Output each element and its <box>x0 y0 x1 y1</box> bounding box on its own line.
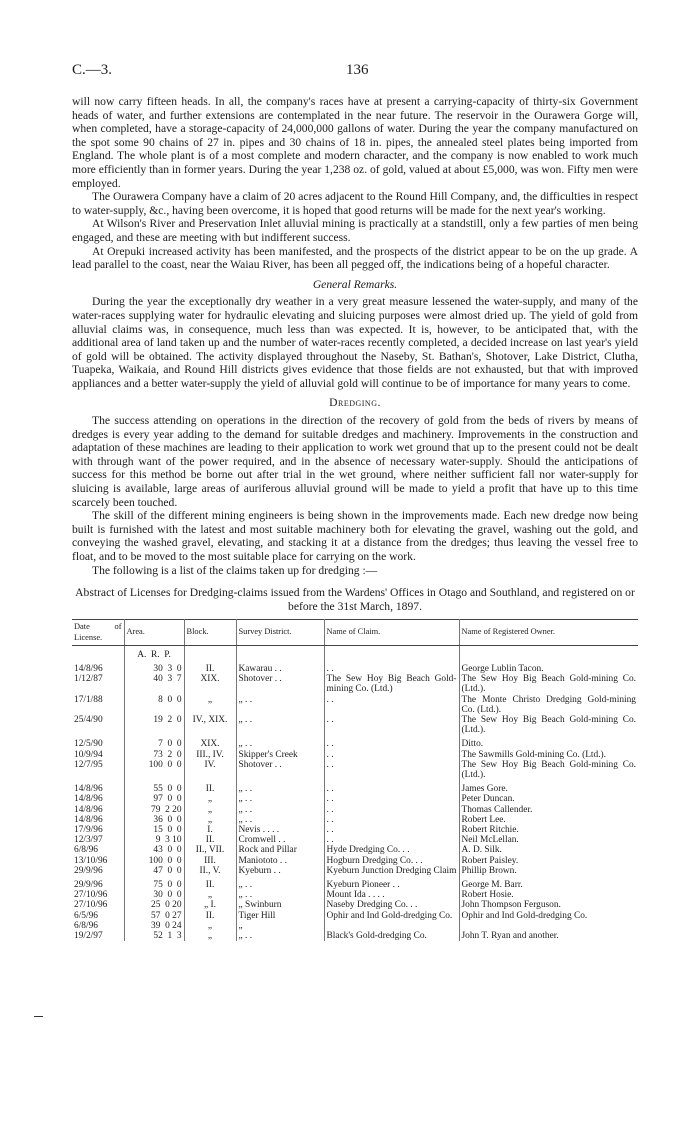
table-cell-claim: Ophir and Ind Gold-dredging Co. <box>324 911 459 921</box>
table-cell-owner <box>459 921 638 931</box>
table-cell-claim: Hyde Dredging Co. . . <box>324 845 459 855</box>
table-row <box>72 750 638 760</box>
table-cell-block: II., VII. <box>184 845 236 855</box>
table-cell-area: 9 3 10 <box>124 835 184 845</box>
table-row <box>72 890 638 900</box>
table-row <box>72 825 638 835</box>
table-cell-claim: . . <box>324 750 459 760</box>
table-row <box>72 921 638 931</box>
table-cell-owner: Peter Duncan. <box>461 794 515 805</box>
table-cell-date: 14/8/96 <box>72 794 124 804</box>
table-cell-block: XIX. <box>184 735 236 749</box>
table-cell-claim: . . <box>324 735 459 749</box>
table-cell-claim: . . <box>324 835 459 845</box>
table-cell-block: „ <box>184 890 236 900</box>
table-cell-district: Rock and Pillar <box>236 845 324 855</box>
paragraph: The success attending on operations in the direction of the recovery of gold from the beds of rivers by means of dredges is every year adding to the demand for suitable dredges and machinery. Improvements in the construction and adaptation of these machines are leading to their application to work wet ground that up to the present could not be dealt with through want of the power required, and in the absence of necessary water-supply. Should the anticipations of success for this method be borne out after trial in the wet ground, where neither sufficient fall nor water-supply for sluicing is available, large areas of auriferous alluvial ground will be made to yield a profit that have up to this time scarcely been touched. <box>72 414 638 509</box>
table-cell-block: „ <box>184 931 236 941</box>
paragraph: At Orepuki increased activity has been manifested, and the prospects of the district appear to be on the up grade. A lead parallel to the coast, near the Waiau River, has been all pegged off, the indications being of a hopeful character. <box>72 244 638 272</box>
table-body <box>72 645 638 941</box>
table-cell-date: 6/5/96 <box>72 911 124 921</box>
table-cell-block: III., IV. <box>184 750 236 760</box>
table-row <box>72 780 638 794</box>
table-cell-area: 57 0 27 <box>124 911 184 921</box>
table-cell-owner: George M. Barr. <box>461 880 523 891</box>
table-caption: Abstract of Licenses for Dredging-claims issued from the Wardens' Offices in Otago and Southland, and registered on or before the 31st March, 1897. <box>75 586 635 613</box>
table-row <box>72 856 638 866</box>
table-row <box>72 660 638 674</box>
table-cell-block: „ <box>184 815 236 825</box>
table-cell-owner: John T. Ryan and another. <box>461 931 559 942</box>
table-cell-owner: Robert Hosie. <box>461 890 514 901</box>
table-cell-claim: . . <box>324 695 459 715</box>
table-cell-area: 7 0 0 <box>124 735 184 749</box>
table-cell-area: 15 0 0 <box>124 825 184 835</box>
table-cell-claim: . . <box>324 660 459 674</box>
table-cell-block: „ <box>184 695 236 715</box>
table-cell-claim: Kyeburn Pioneer . . <box>324 876 459 890</box>
table-cell-district: Nevis . . . . <box>236 825 324 835</box>
paragraph: At Wilson's River and Preservation Inlet alluvial mining is practically at a standstill, only a few parties of men being engaged, and these are meeting with but indifferent success. <box>72 217 638 244</box>
table-cell-date: 12/5/90 <box>72 735 124 749</box>
table-row <box>72 876 638 890</box>
table-cell-area: 97 0 0 <box>124 794 184 804</box>
table-cell-area: 30 0 0 <box>124 890 184 900</box>
table-cell-district: „ . . <box>236 695 324 715</box>
table-cell-block: III. <box>184 856 236 866</box>
table-cell-block: IV., XIX. <box>184 715 236 735</box>
table-cell-district: „ . . <box>236 890 324 900</box>
section-heading-dredging: Dredging. <box>329 396 381 410</box>
table-cell-date: 12/7/95 <box>72 760 124 780</box>
table-cell-date: 6/8/96 <box>72 845 124 855</box>
table-cell-area: 43 0 0 <box>124 845 184 855</box>
table-cell-owner: The Sew Hoy Big Beach Gold-mining Co. (Ltd.). <box>461 674 636 695</box>
table-cell-district: „ . . <box>236 931 324 941</box>
table-row <box>72 715 638 735</box>
table-cell-block: I. <box>184 825 236 835</box>
table-row <box>72 695 638 715</box>
table-cell-claim: . . <box>324 794 459 804</box>
table-cell-area: 8 0 0 <box>124 695 184 715</box>
dredging-claims-table <box>72 619 638 941</box>
column-header-survey-district: Survey District. <box>236 620 324 645</box>
page-body <box>72 95 638 941</box>
section-heading-general-remarks: General Remarks. <box>312 277 398 291</box>
table-cell-district: „ . . <box>236 815 324 825</box>
paragraph: will now carry fifteen heads. In all, the company's races have at present a carrying-capacity of thirty-six Government heads of water, and further extensions are contemplated in the near future. The reservoir in the Ourawera Gorge will, when completed, have a storage-capacity of 24,000,000 gallons of water. During the year the company manufactured on the spot some 90 chains of 27 in. pipes and 30 chains of 18 in. pipes, the annealed steel plates being imported from England. The whole plant is of a most complete and modern character, and the company is now enabled to work much more efficiently than in former years. During the year 1,238 oz. of gold, valued at about £5,000, was won. Fifty men were employed. <box>72 95 638 190</box>
table-cell-date: 13/10/96 <box>72 856 124 866</box>
table-cell-claim: Kyeburn Junction Dredging Claim <box>324 866 459 876</box>
table-row <box>72 794 638 804</box>
table-cell-date: 10/9/94 <box>72 750 124 760</box>
table-cell-date: 25/4/90 <box>72 715 124 735</box>
table-row <box>72 815 638 825</box>
table-cell-district: Maniototo . . <box>236 856 324 866</box>
paragraph: During the year the exceptionally dry weather in a very great measure lessened the water-supply, and many of the water-races supplying water for hydraulic elevating and sluicing purposes were almost dried up. The yield of gold from alluvial claims was, in consequence, much less than was expected. It is, however, to be anticipated that, with the additional area of land taken up and the number of water-races recently completed, a decided increase on last year's yield of gold will be obtained. The activity displayed throughout the Naseby, St. Bathan's, Shotover, Lake District, Clutha, Tuapeka, Waikaia, and Round Hill districts gives evidence that those fields are not exhausted, but that with improved appliances and a better water-supply the yield of alluvial gold will continue to be of importance for many years to come. <box>72 295 638 390</box>
table-cell-claim: The Sew Hoy Big Beach Gold-mining Co. (Ltd.) <box>324 674 459 694</box>
table-cell-date: 17/1/88 <box>72 695 124 715</box>
table-cell-area: 52 1 3 <box>124 931 184 941</box>
table-cell-district: „ . . <box>236 794 324 804</box>
table-cell-claim: Naseby Dredging Co. . . <box>324 900 459 910</box>
table-cell-owner: Thomas Callender. <box>461 804 533 815</box>
table-cell-block: II. <box>184 835 236 845</box>
table-cell-area: 47 0 0 <box>124 866 184 876</box>
table-cell-claim: . . <box>324 780 459 794</box>
table-row <box>72 931 638 941</box>
table-cell-area: 40 3 7 <box>124 674 184 694</box>
page-number: 136 <box>346 62 369 78</box>
table-cell-area: 25 0 20 <box>124 900 184 910</box>
page-header <box>72 62 652 82</box>
table-cell-block: „ <box>184 805 236 815</box>
table-cell-date: 14/8/96 <box>72 780 124 794</box>
table-cell-district: „ . . <box>236 735 324 749</box>
report-reference: C.—3. <box>72 62 113 78</box>
table-cell-district: „ <box>236 921 324 931</box>
table-cell-area: 30 3 0 <box>124 660 184 674</box>
table-cell-owner: The Sew Hoy Big Beach Gold-mining Co. (Ltd.). <box>461 715 636 736</box>
table-cell-owner: John Thompson Ferguson. <box>461 900 561 911</box>
table-cell-date: 27/10/96 <box>72 890 124 900</box>
table-cell-area: 36 0 0 <box>124 815 184 825</box>
table-row <box>72 735 638 749</box>
table-cell-block: II. <box>184 660 236 674</box>
table-cell-district: „ . . <box>236 876 324 890</box>
table-cell-district: Tiger Hill <box>236 911 324 921</box>
paragraph: The Ourawera Company have a claim of 20 acres adjacent to the Round Hill Company, and, the difficulties in respect to water-supply, &c., having been overcome, it is hoped that good returns will be made for the next year's working. <box>72 190 638 217</box>
table-cell-owner: George Lublin Tacon. <box>461 663 544 674</box>
table-cell-block: „ I. <box>184 900 236 910</box>
table-cell-date: 1/12/87 <box>72 674 124 694</box>
table-cell-owner: Robert Paisley. <box>461 855 519 866</box>
table-cell-area: 75 0 0 <box>124 876 184 890</box>
table-cell-district: „ Swinburn <box>236 900 324 910</box>
table-cell-claim: Mount Ida . . . . <box>324 890 459 900</box>
table-cell-area: 73 2 0 <box>124 750 184 760</box>
table-cell-district: „ . . <box>236 715 324 735</box>
table-cell-block: II. <box>184 780 236 794</box>
table-cell-claim: Black's Gold-dredging Co. <box>324 931 459 941</box>
table-row <box>72 845 638 855</box>
table-cell-district: Kawarau . . <box>236 660 324 674</box>
table-cell-date: 12/3/97 <box>72 835 124 845</box>
table-row <box>72 900 638 910</box>
margin-mark <box>34 1016 43 1017</box>
table-cell-date: 14/8/96 <box>72 805 124 815</box>
table-cell-owner: Neil McLellan. <box>461 835 519 846</box>
table-cell-area: 100 0 0 <box>124 856 184 866</box>
table-cell-district: „ . . <box>236 805 324 815</box>
table-cell-claim: Hogburn Dredging Co. . . <box>324 856 459 866</box>
table-cell-district: „ . . <box>236 780 324 794</box>
table-cell-date: 19/2/97 <box>72 931 124 941</box>
table-cell-owner: A. D. Silk. <box>461 845 502 856</box>
column-header-area: Area. <box>124 620 184 645</box>
table-cell-area: 100 0 0 <box>124 760 184 780</box>
table-cell-claim: . . <box>324 805 459 815</box>
table-cell-claim: . . <box>324 760 459 780</box>
table-row <box>72 805 638 815</box>
table-cell-owner: The Sawmills Gold-mining Co. (Ltd.). <box>461 749 607 760</box>
table-cell-owner: James Gore. <box>461 784 508 795</box>
table-cell-owner: Robert Ritchie. <box>461 825 519 836</box>
units-row <box>72 645 638 660</box>
table-row <box>72 866 638 876</box>
table-cell-district: Shotover . . <box>236 674 324 694</box>
table-cell-owner: The Sew Hoy Big Beach Gold-mining Co. (Ltd.). <box>461 759 636 781</box>
table-cell-date: 17/9/96 <box>72 825 124 835</box>
table-cell-area: 79 2 20 <box>124 805 184 815</box>
table-cell-block: IV. <box>184 760 236 780</box>
table-cell-block: II., V. <box>184 866 236 876</box>
table-cell-date: 29/9/96 <box>72 866 124 876</box>
table-row <box>72 835 638 845</box>
table-cell-date: 14/8/96 <box>72 660 124 674</box>
column-header-block: Block. <box>184 620 236 645</box>
paragraph: The skill of the different mining engineers is being shown in the improvements made. Each new dredge now being built is furnished with the latest and most suitable machinery both for elevating the gravel, washing out the gold, and conveying the washed gravel, elevating, and stacking it at a distance from the dredges; thus leaving the vessel free to float, and to be moved to the most suitable place for carrying on the work. <box>72 509 638 563</box>
table-cell-area: 39 0 24 <box>124 921 184 931</box>
table-cell-block: II. <box>184 911 236 921</box>
table-cell-claim <box>324 921 459 931</box>
table-cell-claim: . . <box>324 825 459 835</box>
table-cell-date: 29/9/96 <box>72 876 124 890</box>
table-header-row <box>72 620 638 645</box>
paragraph: The following is a list of the claims taken up for dredging :— <box>92 563 378 577</box>
table-cell-date: 6/8/96 <box>72 921 124 931</box>
table-cell-owner: Robert Lee. <box>461 814 506 825</box>
table-cell-area: 19 2 0 <box>124 715 184 735</box>
table-cell-owner: Ditto. <box>461 739 484 750</box>
table-row <box>72 760 638 780</box>
table-cell-claim: . . <box>324 815 459 825</box>
table-cell-date: 14/8/96 <box>72 815 124 825</box>
column-header-owner: Name of Registered Owner. <box>459 620 638 645</box>
table-cell-date: 27/10/96 <box>72 900 124 910</box>
table-cell-owner: Ophir and Ind Gold-dredging Co. <box>461 910 588 921</box>
table-cell-district: Shotover . . <box>236 760 324 780</box>
column-header-claim: Name of Claim. <box>324 620 459 645</box>
table-cell-block: „ <box>184 794 236 804</box>
table-row <box>72 911 638 921</box>
table-cell-owner: Phillip Brown. <box>461 865 517 876</box>
table-cell-claim: . . <box>324 715 459 735</box>
table-cell-owner: The Monte Christo Dredging Gold-mining Co. (Ltd.). <box>461 694 636 715</box>
table-cell-district: Kyeburn . . <box>236 866 324 876</box>
area-units: A. R. P. <box>124 645 184 660</box>
table-cell-district: Skipper's Creek <box>236 750 324 760</box>
column-header-date: Date of License. <box>72 620 124 645</box>
table-row <box>72 674 638 694</box>
table-cell-block: II. <box>184 876 236 890</box>
table-cell-block: „ <box>184 921 236 931</box>
table-cell-block: XIX. <box>184 674 236 694</box>
table-cell-district: Cromwell . . <box>236 835 324 845</box>
table-cell-area: 55 0 0 <box>124 780 184 794</box>
